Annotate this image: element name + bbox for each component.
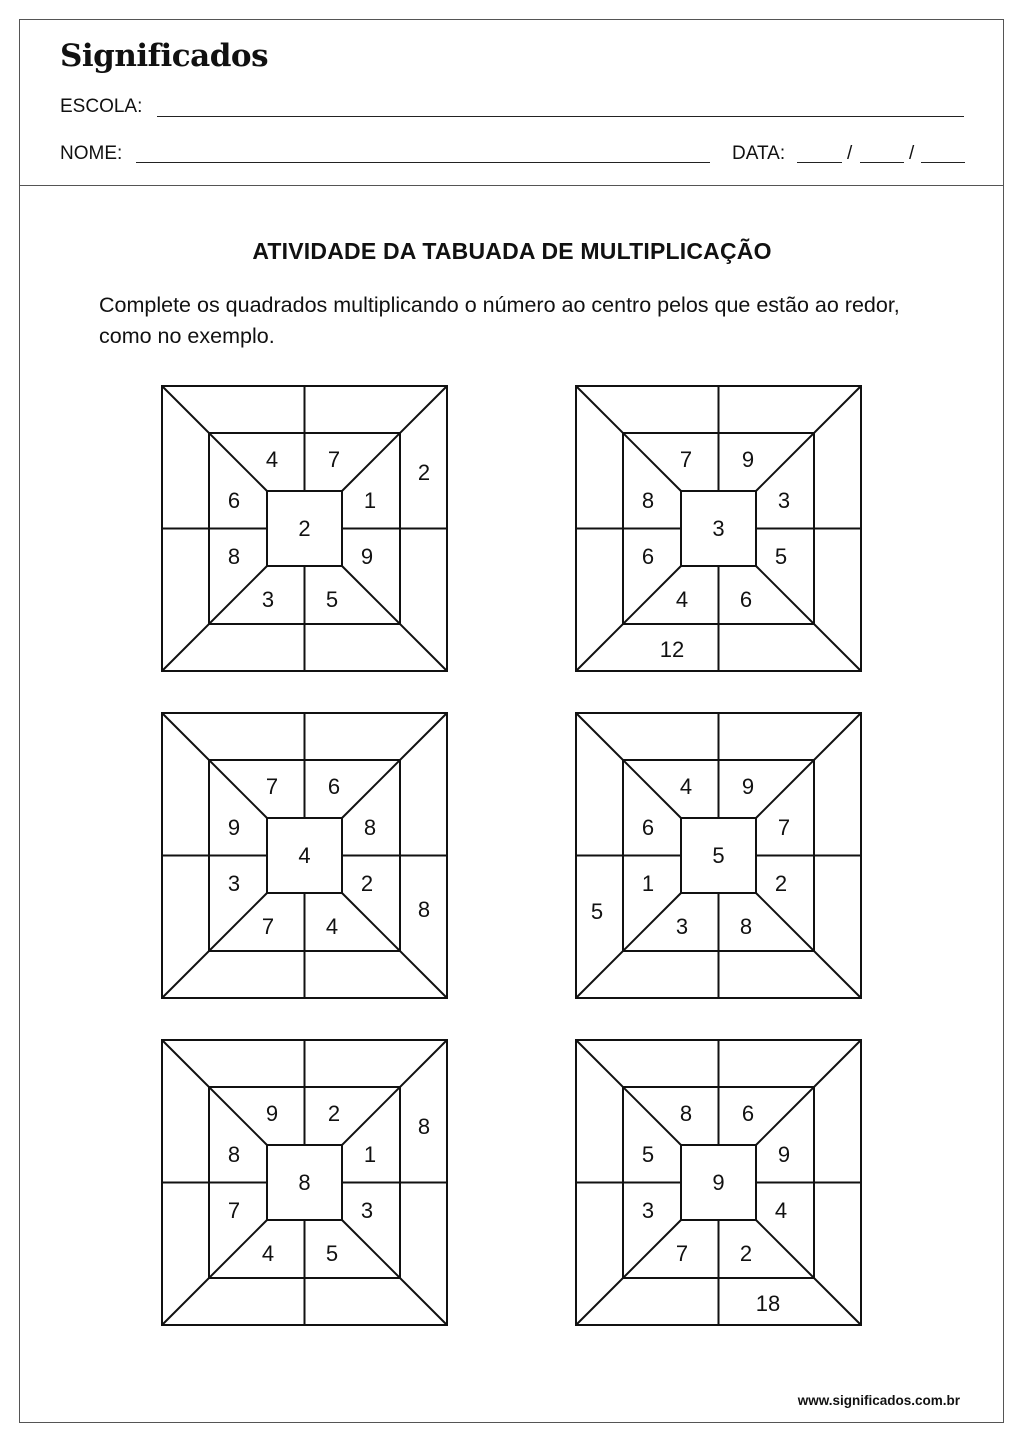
inner-number: 6 [641, 815, 655, 840]
inner-number: 8 [641, 488, 655, 513]
date-separator: / [847, 143, 853, 164]
inner-number: 7 [675, 1241, 689, 1266]
inner-number: 2 [739, 1241, 753, 1266]
grid-line [342, 1220, 447, 1325]
answer-number: 5 [590, 899, 604, 924]
inner-number: 9 [777, 1142, 791, 1167]
inner-number: 4 [325, 914, 339, 939]
inner-number: 7 [327, 447, 341, 472]
grid-line [576, 713, 681, 818]
inner-number: 6 [327, 774, 341, 799]
multiplication-square [576, 1040, 864, 1328]
grid-line [576, 1040, 681, 1145]
inner-number: 8 [227, 544, 241, 569]
date-month-field[interactable] [860, 162, 904, 163]
inner-number: 4 [675, 587, 689, 612]
inner-number: 7 [261, 914, 275, 939]
worksheet-instruction: Complete os quadrados multiplicando o número ao centro pelos que estão ao redor, como no exemplo. [99, 293, 900, 348]
center-number: 4 [298, 842, 311, 868]
inner-number: 7 [227, 1198, 241, 1223]
center-number: 2 [298, 515, 311, 541]
inner-number: 7 [265, 774, 279, 799]
inner-number: 1 [363, 488, 377, 513]
footer-url: www.significados.com.br [797, 1393, 960, 1408]
header-divider [19, 185, 1004, 186]
inner-number: 8 [227, 1142, 241, 1167]
date-separator: / [909, 143, 915, 164]
date-label: DATA: [732, 143, 786, 164]
inner-number: 6 [739, 587, 753, 612]
inner-number: 9 [741, 774, 755, 799]
name-label: NOME: [60, 143, 123, 164]
inner-number: 8 [739, 914, 753, 939]
inner-number: 2 [360, 871, 374, 896]
inner-number: 3 [777, 488, 791, 513]
inner-number: 9 [227, 815, 241, 840]
grid-line [162, 1040, 267, 1145]
grid-line [576, 1220, 681, 1325]
inner-number: 7 [679, 447, 693, 472]
inner-number: 6 [741, 1101, 755, 1126]
inner-number: 8 [679, 1101, 693, 1126]
grid-line [162, 386, 267, 491]
center-number: 5 [712, 842, 725, 868]
grid-line [162, 566, 267, 671]
inner-number: 6 [227, 488, 241, 513]
inner-number: 4 [774, 1198, 788, 1223]
inner-number: 5 [325, 587, 339, 612]
answer-number: 8 [417, 897, 431, 922]
name-field[interactable] [136, 162, 710, 163]
inner-number: 3 [261, 587, 275, 612]
inner-number: 8 [363, 815, 377, 840]
school-label: ESCOLA: [60, 96, 143, 117]
answer-number: 2 [417, 460, 431, 485]
center-number: 8 [298, 1169, 311, 1195]
grid-line [342, 713, 447, 818]
center-number: 9 [712, 1169, 725, 1195]
answer-number: 12 [659, 637, 685, 662]
inner-number: 2 [327, 1101, 341, 1126]
school-field[interactable] [157, 116, 964, 117]
grid-line [342, 566, 447, 671]
multiplication-square [162, 1040, 450, 1328]
inner-number: 3 [641, 1198, 655, 1223]
grid-line [756, 566, 861, 671]
grid-line [162, 713, 267, 818]
inner-number: 3 [675, 914, 689, 939]
inner-number: 7 [777, 815, 791, 840]
answer-number: 8 [417, 1114, 431, 1139]
inner-number: 9 [265, 1101, 279, 1126]
inner-number: 4 [261, 1241, 275, 1266]
date-year-field[interactable] [921, 162, 965, 163]
inner-number: 1 [363, 1142, 377, 1167]
inner-number: 5 [641, 1142, 655, 1167]
inner-number: 4 [679, 774, 693, 799]
inner-number: 9 [741, 447, 755, 472]
grid-line [756, 713, 861, 818]
brand-logo: Significados [60, 38, 269, 74]
grid-line [756, 1040, 861, 1145]
grid-line [756, 386, 861, 491]
worksheet-title: ATIVIDADE DA TABUADA DE MULTIPLICAÇÃO [252, 238, 772, 264]
inner-number: 9 [360, 544, 374, 569]
grid-line [576, 386, 681, 491]
center-number: 3 [712, 515, 725, 541]
multiplication-square [576, 713, 864, 1001]
inner-number: 5 [325, 1241, 339, 1266]
answer-number: 18 [755, 1291, 781, 1316]
multiplication-square [162, 386, 450, 674]
inner-number: 4 [265, 447, 279, 472]
inner-number: 2 [774, 871, 788, 896]
inner-number: 3 [360, 1198, 374, 1223]
multiplication-square [162, 713, 450, 1001]
inner-number: 3 [227, 871, 241, 896]
multiplication-square [576, 386, 864, 674]
inner-number: 1 [641, 871, 655, 896]
grid-line [162, 1220, 267, 1325]
inner-number: 5 [774, 544, 788, 569]
grid-line [756, 893, 861, 998]
grid-line [162, 893, 267, 998]
date-day-field[interactable] [797, 162, 842, 163]
inner-number: 6 [641, 544, 655, 569]
